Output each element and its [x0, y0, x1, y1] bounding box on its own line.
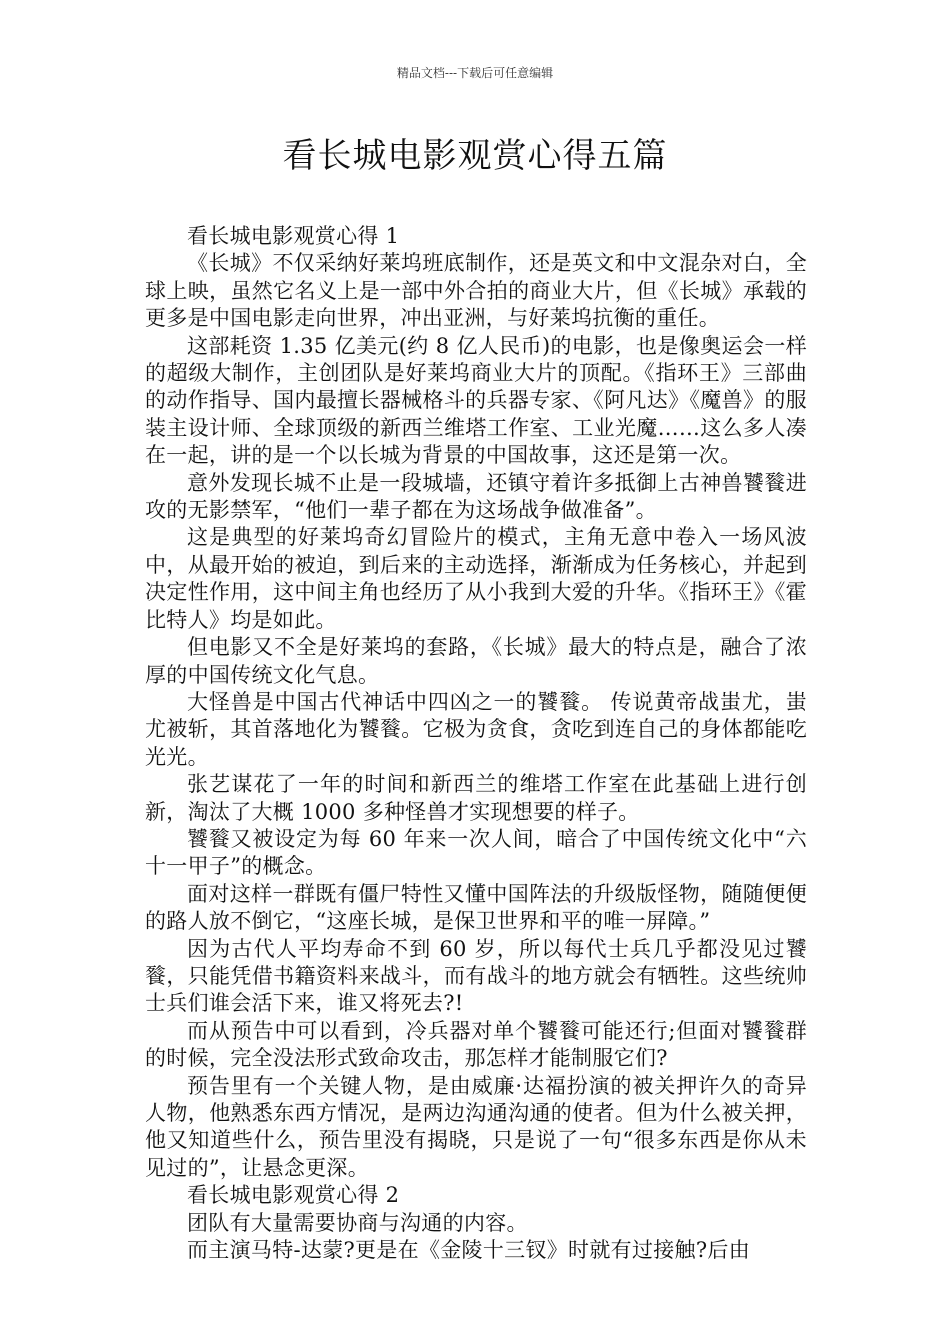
- body-paragraph: 团队有大量需要协商与沟通的内容。: [187, 1210, 528, 1235]
- body-paragraph: 张艺谋花了一年的时间和新西兰的维塔工作室在此基础上进行创新，淘汰了大概 1000 多种怪兽才实现想要的样子。: [145, 772, 807, 824]
- body-paragraph: 这是典型的好莱坞奇幻冒险片的模式，主角无意中卷入一场风波中，从最开始的被迫，到后来的主动选择，渐渐成为任务核心，并起到决定性作用，这中间主角也经历了从小我到大爱的升华。《指环王》《霍比特人》均是如此。: [145, 525, 807, 632]
- body-paragraph: 这部耗资 1.35 亿美元(约 8 亿人民币)的电影，也是像奥运会一样的超级大制作，主创团队是好莱坞商业大片的顶配。《指环王》三部曲的动作指导、国内最擅长器械格斗的兵器专家、《阿凡达》《魔兽》的服装主设计师、全球顶级的新西兰维塔工作室、工业光魔……这么多人凑在一起，讲的是一个以长城为背景的中国故事，这还是第一次。: [145, 333, 807, 468]
- body-paragraph: 而主演马特-达蒙?更是在《金陵十三钗》时就有过接触?后由: [187, 1238, 751, 1263]
- body-paragraph: 《长城》不仅采纳好莱坞班底制作，还是英文和中文混杂对白，全球上映，虽然它名义上是一部中外合拍的商业大片，但《长城》承载的更多是中国电影走向世界，冲出亚洲，与好莱坞抗衡的重任。: [145, 251, 807, 331]
- body-paragraph: 因为古代人平均寿命不到 60 岁，所以每代士兵几乎都没见过饕餮，只能凭借书籍资料来战斗，而有战斗的地方就会有牺牲。这些统帅士兵们谁会活下来，谁又将死去?!: [145, 936, 807, 1016]
- section-heading-1: 看长城电影观赏心得 1: [187, 224, 400, 248]
- body-paragraph: 预告里有一个关键人物，是由威廉·达福扮演的被关押许久的奇异人物，他熟悉东西方情况，是两边沟通沟通的使者。但为什么被关押，他又知道些什么，预告里没有揭晓，只是说了一句“很多东西是你从未见过的”，让悬念更深。: [145, 1073, 807, 1180]
- body-paragraph: 面对这样一群既有僵尸特性又懂中国阵法的升级版怪物，随随便便的路人放不倒它，“这座长城，是保卫世界和平的唯一屏障。”: [145, 881, 807, 934]
- document-body: [145, 223, 807, 1264]
- header-note: 精品文档---下载后可任意编辑: [396, 66, 554, 80]
- body-paragraph: 饕餮又被设定为每 60 年来一次人间，暗合了中国传统文化中“六十一甲子”的概念。: [145, 826, 807, 879]
- document-title: 看长城电影观赏心得五篇: [282, 136, 668, 176]
- body-paragraph: 但电影又不全是好莱坞的套路，《长城》最大的特点是，融合了浓厚的中国传统文化气息。: [145, 635, 807, 687]
- body-paragraph: 而从预告中可以看到，冷兵器对单个饕餮可能还行;但面对饕餮群的时候，完全没法形式致命攻击，那怎样才能制服它们?: [145, 1018, 807, 1071]
- section-heading-2: 看长城电影观赏心得 2: [187, 1183, 400, 1208]
- body-paragraph: 意外发现长城不止是一段城墙，还镇守着许多抵御上古神兽饕餮进攻的无影禁军，“他们一辈子都在为这场战争做准备”。: [145, 470, 807, 523]
- body-paragraph: 大怪兽是中国古代神话中四凶之一的饕餮。 传说黄帝战蚩尤，蚩尤被斩，其首落地化为饕餮。它极为贪食，贪吃到连自己的身体都能吃光光。: [145, 689, 807, 769]
